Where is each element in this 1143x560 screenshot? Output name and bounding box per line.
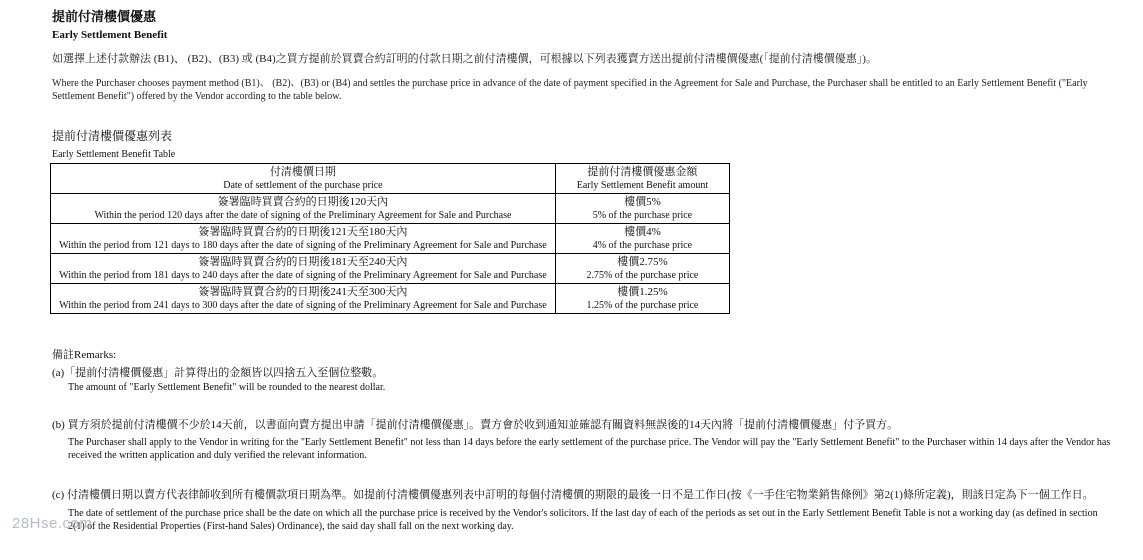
remark-c-en: The date of settlement of the purchase price shall be the date on which all the purchase price is received by the Vendor's solicitors. If the last day of each of the periods as set out in the Early Settlement Benefit Table is not a working day (as defined in section 2(1) of the Residential Properties (First-hand Sales) Ordinance), the said day shall fall on the next working day. [68,508,1098,532]
header-amount-en: Early Settlement Benefit amount [576,180,709,191]
remark-b-zh: (b) 買方須於提前付清樓價不少於14天前，以書面向賣方提出申請「提前付清樓價優惠」。賣方會於收到通知並確認有關資料無誤後的14天內將「提前付清樓價優惠」付予買方。 [52,419,899,431]
period-en: Within the period from 241 days to 300 days after the date of signing of the Preliminary Agreement for Sale and Purchase [59,300,547,311]
period-en: Within the period 120 days after the date of signing of the Preliminary Agreement for Sale and Purchase [94,210,512,221]
remark-b-en: The Purchaser shall apply to the Vendor in writing for the "Early Settlement Benefit" not less than 14 days before the early settlement of the purchase price. The Vendor will pay the "Early Settlement Benefit" to the Purchaser within 14 days after the Vendor has received the written application and duly verified the relevant information. [68,437,1111,461]
amount-cell [555,194,729,224]
table-row [51,254,730,284]
period-cell [51,284,556,314]
table-row [51,284,730,314]
amount-en: 1.25% of the purchase price [586,300,699,311]
header-amount-zh: 提前付清樓價優惠金額 [587,166,698,178]
amount-en: 2.75% of the purchase price [586,270,699,281]
table-header-row [51,164,730,194]
amount-cell [555,284,729,314]
period-en: Within the period from 181 days to 240 days after the date of signing of the Preliminary Agreement for Sale and Purchase [59,270,547,281]
header-date-zh: 付清樓價日期 [269,166,336,178]
header-amount-cell [555,164,729,194]
amount-cell [555,254,729,284]
table-row [51,194,730,224]
benefit-table [50,163,730,314]
watermark-logo: 28Hse.com [12,515,93,532]
remark-a-zh: (a)「提前付清樓價優惠」計算得出的金額皆以四捨五入至個位整數。 [52,367,384,379]
period-zh: 簽署臨時買賣合約的日期後241天至300天內 [198,286,408,298]
amount-cell [555,224,729,254]
period-cell [51,254,556,284]
amount-en: 4% of the purchase price [592,240,693,251]
page-title-zh: 提前付清樓價優惠 [52,9,157,24]
amount-zh: 樓價4% [624,226,661,238]
amount-zh: 樓價2.75% [617,256,668,268]
intro-paragraph-zh: 如選擇上述付款辦法 (B1)、 (B2)、(B3) 或 (B4)之買方提前於買賣合約訂明的付款日期之前付清樓價，可根據以下列表獲賣方送出提前付清樓價優惠(「提前付清樓價優惠」)。 [52,53,877,65]
amount-en: 5% of the purchase price [592,210,693,221]
page-title-en: Early Settlement Benefit [52,29,168,41]
period-zh: 簽署臨時買賣合約的日期後120天內 [217,196,389,208]
table-title-zh: 提前付清樓價優惠列表 [52,129,173,143]
period-zh: 簽署臨時買賣合約的日期後121天至180天內 [198,226,408,238]
amount-zh: 樓價5% [624,196,661,208]
period-cell [51,224,556,254]
period-zh: 簽署臨時買賣合約的日期後181天至240天內 [198,256,408,268]
remark-a-en: The amount of "Early Settlement Benefit" will be rounded to the nearest dollar. [68,382,386,393]
period-en: Within the period from 121 days to 180 days after the date of signing of the Preliminary Agreement for Sale and Purchase [59,240,547,251]
amount-zh: 樓價1.25% [617,286,668,298]
header-date-cell [51,164,556,194]
table-title-en: Early Settlement Benefit Table [52,149,176,160]
header-date-en: Date of settlement of the purchase price [223,180,383,191]
intro-paragraph-en: Where the Purchaser chooses payment method (B1)、 (B2)、(B3) or (B4) and settles the purchase price in advance of the date of payment specified in the Agreement for Sale and Purchase, the Purchaser shall be entitled to an Early Settlement Benefit ("Early Settlement Benefit") offered by the Vendor according to the table below. [52,78,1088,102]
remark-c-zh: (c) 付清樓價日期以賣方代表律師收到所有樓價款項日期為準。如提前付清樓價優惠列表中訂明的每個付清樓價的期限的最後一日不是工作日(按《一手住宅物業銷售條例》第2(1)條所定義)，則該日定為下一個工作日。 [52,489,1094,501]
table-row [51,224,730,254]
remarks-heading: 備註Remarks: [52,349,117,361]
period-cell [51,194,556,224]
